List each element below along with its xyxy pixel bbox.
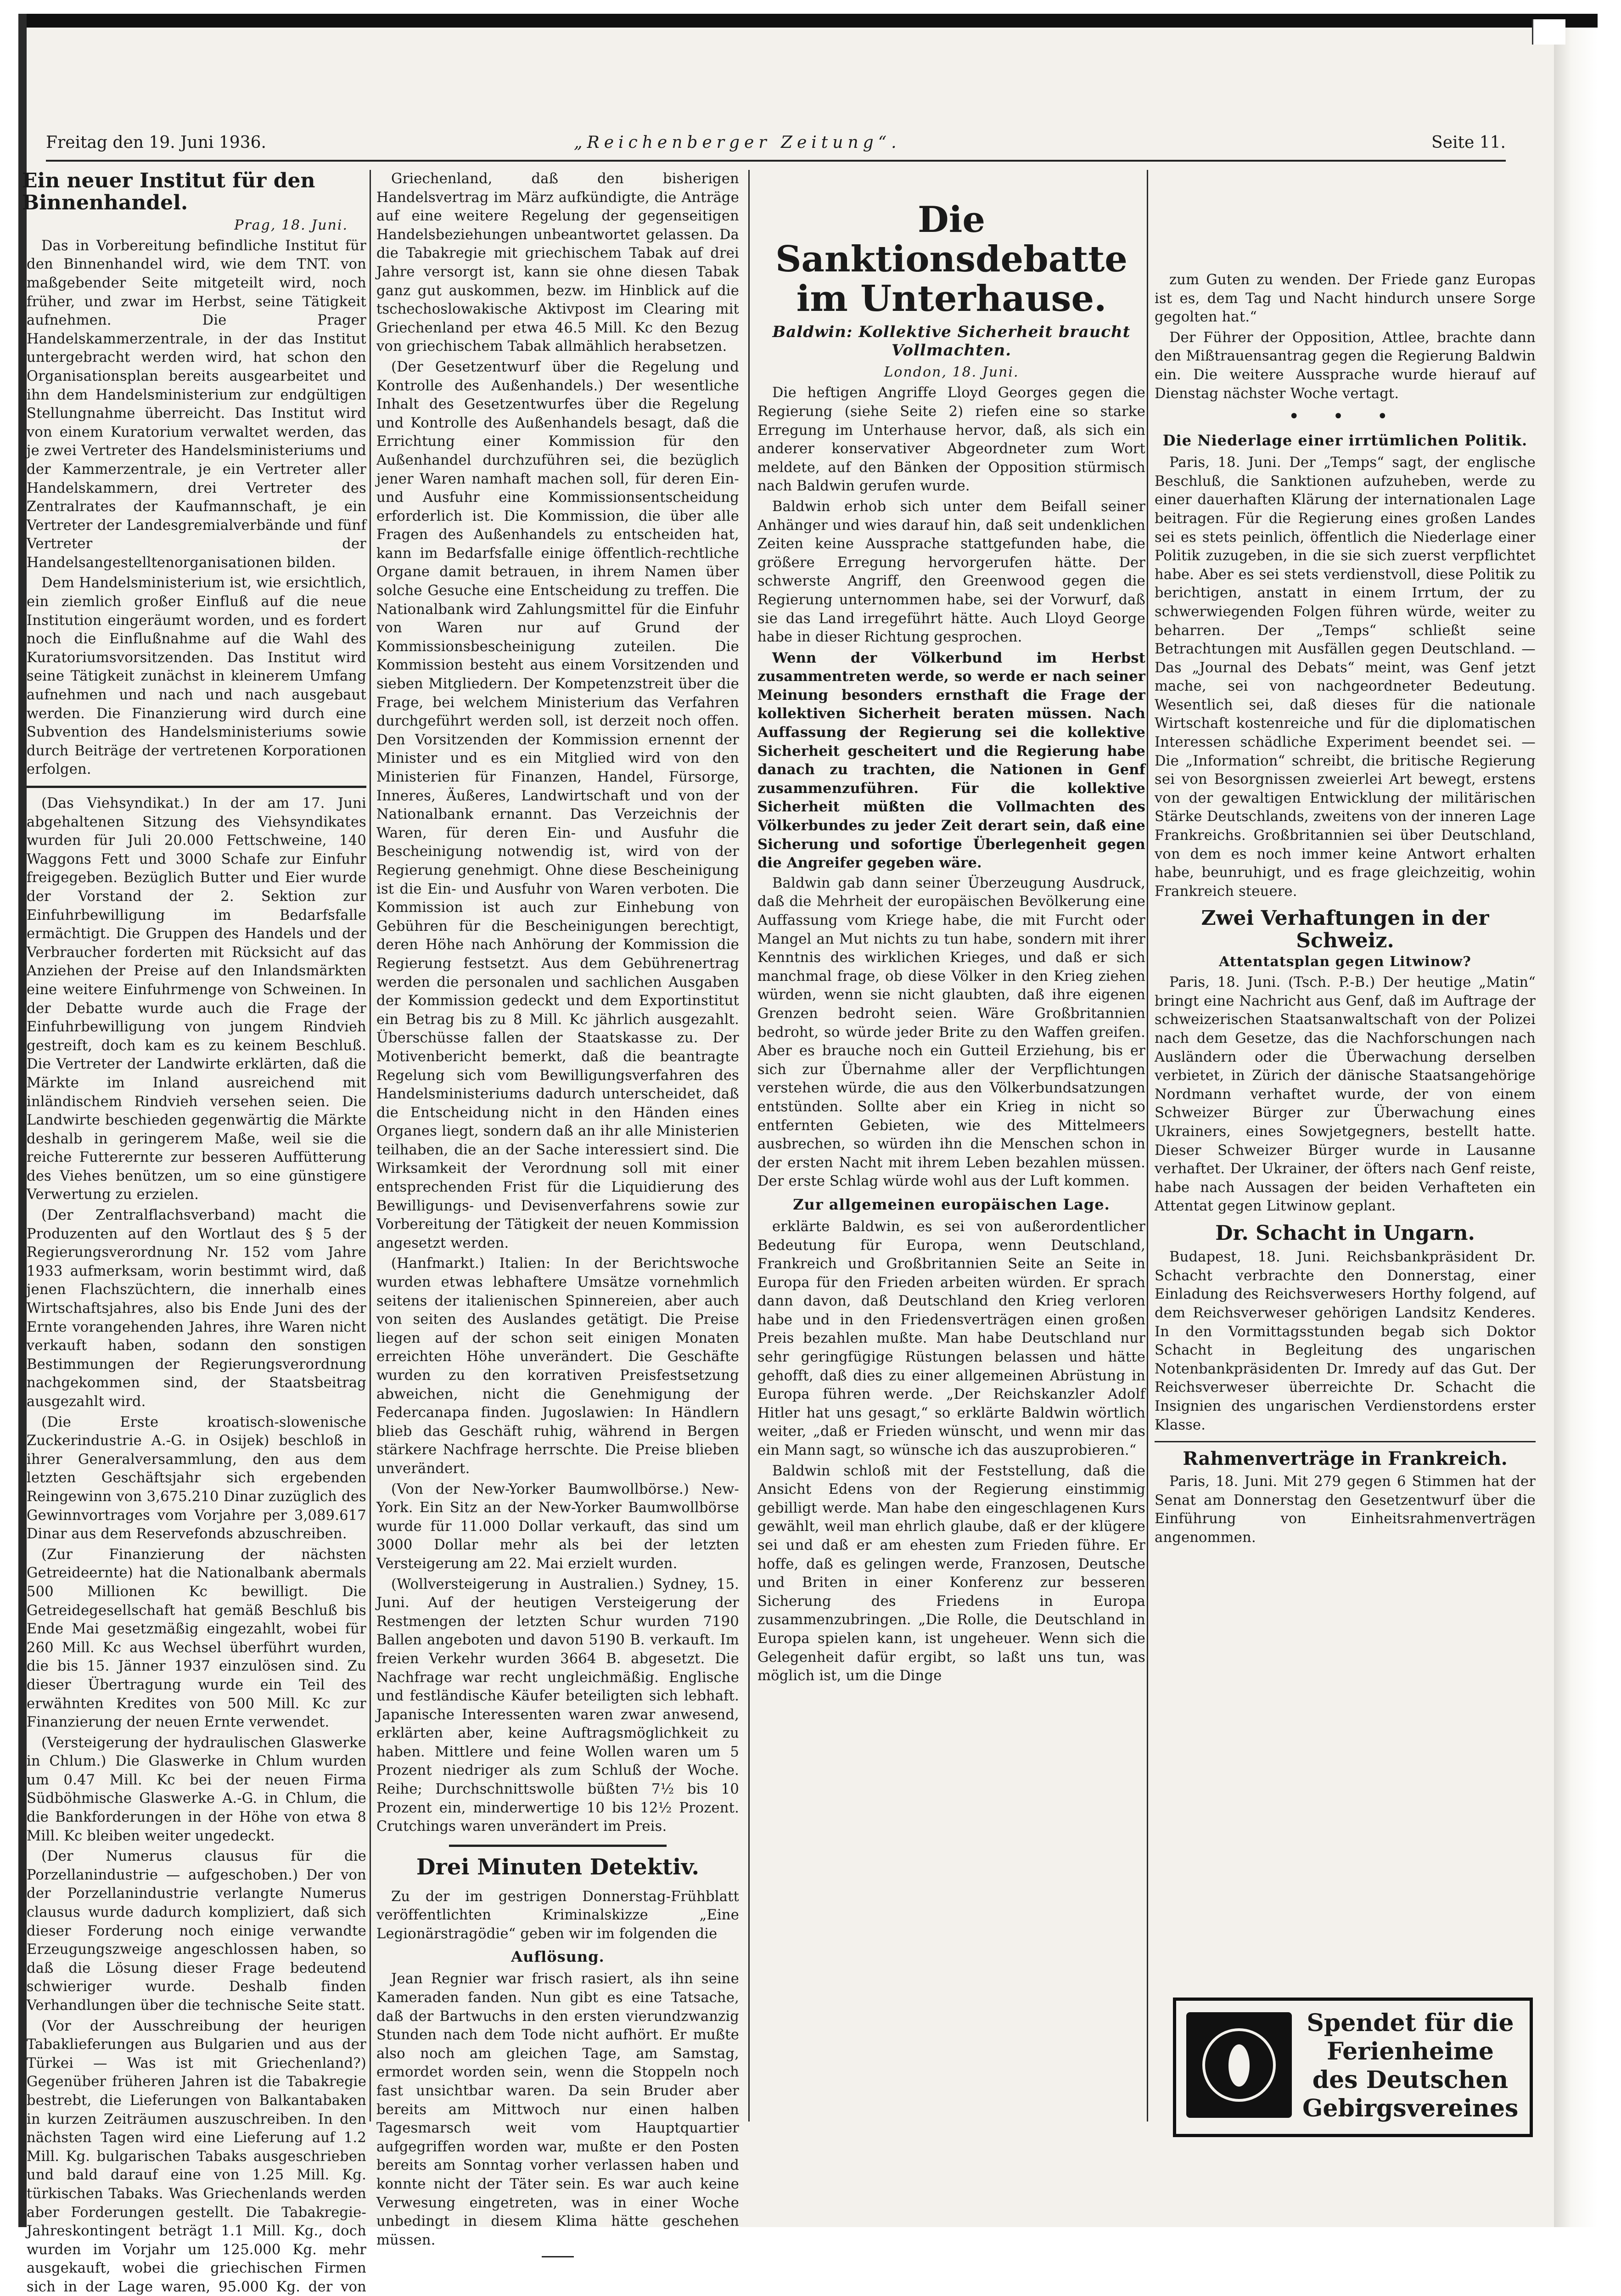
paragraph: zum Guten zu wenden. Der Friede ganz Europas ist es, dem Tag und Nacht hindurch unsere Sorge gegolten hat.“	[1155, 272, 1536, 326]
paragraph: erklärte Baldwin, es sei von außerordentlicher Bedeutung für Europa, wenn Deutschland, Frankreich und Großbritannien Seite an Seite in Europa für den Frieden arbeiten würden. Er sprach dann davon, daß Deutschland den Krieg verloren habe und in den Friedensverträgen einen großen Preis bezahlen mußte. Man habe Deutschland nur sehr geringfügige Rüstungen belassen und hätte gehofft, daß dies zu einer allgemeinen Abrüstung in Europa führen werde. „Der Reichskanzler Adolf Hitler hat uns gesagt,“ so erklärte Baldwin wörtlich weiter, „daß er Frieden wünscht, und wenn mir das ein Mann sagt, so wünsche ich das auszuprobieren.“	[757, 1218, 1145, 1459]
column-rule	[370, 170, 371, 2122]
paragraph: Griechenland, daß den bisherigen Handelsvertrag im März aufkündigte, die Anträge auf eine weitere Regelung der gegenseitigen Handelsbeziehungen unbeantwortet gelassen. Da die Tabakregie mit griechischem Tabak auf drei Jahre versorgt ist, kann sie ohne diesen Tabak ganz gut auskommen, bezw. im Hinblick auf die tschechoslowakische Aktivpost im Clearing mit Griechenland per etwa 46.5 Mill. Kc den Bezug von griechischem Tabak allmählich herabsetzen.	[376, 171, 739, 355]
paragraph: (Hanfmarkt.) Italien: In der Berichtswoche wurden etwas lebhaftere Umsätze vornehmlich seitens der italienischen Spinnereien, aber auch von seiten des Auslandes getätigt. Die Preise liegen auf der schon seit einigen Monaten erreichten Höhe unverändert. Die Geschäfte wurden zu den korrativen Preisfestsetzung abweichen, nicht die Genehmigung der Federcanapa finden. Jugoslawien: In Händlern blieb das Geschäft ruhig, während in Bergen stärkere Nachfrage herrschte. Die Preise blieben unverändert.	[376, 1255, 739, 1477]
paragraph: Zu der im gestrigen Donnerstag-Frühblatt veröffentlichten Kriminalskizze „Eine Legionärstragödie“ geben wir im folgenden die	[376, 1888, 739, 1942]
ad-line: Spendet für die	[1307, 2009, 1514, 2037]
advertisement-box	[1173, 1998, 1533, 2137]
paragraph: (Zur Finanzierung der nächsten Getreideernte) hat die Nationalbank abermals 500 Millionen Kc bewilligt. Die Getreidegesellschaft hat gemäß Beschluß bis Ende Mai gesetzmäßig eingezahlt, wobei für 260 Mill. Kc aus Wechsel überführt wurden, die bis 15. Jänner 1937 einzulösen sind. Zu dieser Übertragung wurde ein Teil des erwähnten Kredites von 500 Mill. Kc zur Finanzierung der neuen Ernte verwendet.	[27, 1546, 366, 1731]
ad-line: des Deutschen	[1312, 2066, 1509, 2094]
paragraph: Baldwin schloß mit der Feststellung, daß die Ansicht Edens von der Regierung einstimmig gebilligt werde. Man habe den eingeschlagenen Kurs gewählt, weil man ehrlich glaube, daß er der klügere sei und daß er am ehesten zum Frieden führe. Er hoffe, daß es gelingen werde, Franzosen, Deutsche und Briten in einer Konferenz zur besseren Sicherung des Friedens in Europa zusammenzubringen. „Die Rolle, die Deutschland in Europa spielen kann, ist ungeheuer. Wenn sich die Gelegenheit dafür ergibt, so laßt uns tun, was möglich ist, um die Dinge	[757, 1463, 1145, 1684]
dateline: London, 18. Juni.	[884, 364, 1019, 381]
ad-line: Gebirgsvereines	[1302, 2094, 1519, 2122]
separator-dots: • • •	[1288, 406, 1402, 428]
scan-left-border	[18, 14, 27, 2227]
article-title: Drei Minuten Detektiv.	[416, 1854, 700, 1880]
paragraph: Paris, 18. Juni. Mit 279 gegen 6 Stimmen hat der Senat am Donnerstag den Gesetzentwurf über die Einführung von Einheitsrahmenverträgen angenommen.	[1155, 1474, 1536, 1546]
paragraph: (Der Gesetzentwurf über die Regelung und Kontrolle des Außenhandels.) Der wesentliche Inhalt des Gesetzentwurfes über die Regelung und Kontrolle des Außenhandels besagt, daß die Errichtung einer Kommission für den Außenhandel durchzuführen sei, die bezüglich jener Waren namhaft machen soll, für deren Ein- und Ausfuhr eine Kommissionsentscheidung erforderlich ist. Die Kommission, die über alle Fragen des Außenhandels zu entscheiden hat, kann im Bedarfsfalle einige öffentlich-rechtliche Organe damit betrauen, in ihrem Namen über solche Gesuche eine Entscheidung zu treffen. Die Nationalbank wird Zahlungsmittel für die Einfuhr von Waren nur auf Grund der Kommissionsbescheinigung zuteilen. Die Kommission besteht aus einem Vorsitzenden und sieben Mitgliedern. Der Kompetenzstreit über die Frage, bei welchem Ministerium das Verfahren durchgeführt werden soll, ist derzeit noch offen. Den Vorsitzenden der Kommission ernennt der Minister und es ein Mitglied wird von den Ministerien für Finanzen, Handel, Fürsorge, Inneres, Äußeres, Landwirtschaft und von der Nationalbank ernannt. Das Verzeichnis der Waren, für deren Ein- und Ausfuhr die Bescheinigung notwendig ist, wird von der Regierung genehmigt. Ohne diese Bescheinigung ist die Ein- und Ausfuhr von Waren verboten. Die Kommission ist auch zur Einhebung von Gebühren für die Bescheinigungen berechtigt, deren Höhe nach Anhörung der Kommission die Regierung festsetzt. Aus dem Gebührenertrag werden die personalen und sachlichen Ausgaben der Kommission gedeckt und dem Exportinstitut ein Betrag bis zu 8 Mill. Kc jährlich ausgezahlt. Überschüsse fallen der Staatskasse zu. Der Motivenbericht bemerkt, daß die beantragte Regelung sich vom Bewilligungsverfahren des Handelsministeriums dadurch unterscheidet, daß die Entscheidung nicht in den Händen eines Organes liegt, sondern daß an ihr alle Ministerien teilhaben, die an der Sache interessiert sind. Die Wirksamkeit der Verordnung soll mit einer entsprechenden Frist für die Liquidierung des Bewilligungs- und Devisenverfahrens sowie zur Vorbereitung der Tätigkeit der neuen Kommission angesetzt werden.	[376, 359, 739, 1251]
advertisement-text	[1302, 2009, 1518, 2123]
subheading: Auflösung.	[511, 1948, 605, 1966]
dateline: Prag, 18. Juni.	[234, 217, 348, 233]
paragraph: Wenn der Völkerbund im Herbst zusammentreten werde, so werde er nach seiner Meinung besonders ernsthaft die Frage der kollektiven Sicherheit beraten müssen. Nach Auffassung der Regierung sei die kollektive Sicherheit gescheitert und die Regierung habe danach zu trachten, die Nationen in Genf zusammenzuführen. Für die kollektive Sicherheit müßten die Vollmachten des Völkerbundes zu jeder Zeit derart sein, daß eine Sicherung und sofortige Überlegenheit gegen die Angreifer gegeben wäre.	[757, 649, 1145, 872]
main-headline: Die Sanktionsdebatte im Unterhause.	[775, 199, 1127, 320]
paragraph: Budapest, 18. Juni. Reichsbankpräsident Dr. Schacht verbrachte den Donnerstag, einer Einladung des Reichsverwesers Horthy folgend, auf dem Reichsverweser gehörigen Landsitz Kenderes. In den Vormittagsstunden begab sich Doktor Schacht in Begleitung des ungarischen Notenbankpräsidenten Dr. Imredy auf das Gut. Der Reichsverweser überreichte Dr. Schacht die Insignien des ungarischen Verdienstordens erster Klasse.	[1155, 1249, 1536, 1433]
column-rule	[748, 170, 750, 2122]
paragraph: Dem Handelsministerium ist, wie ersichtlich, ein ziemlich großer Einfluß auf die neue Institution eingeräumt worden, und es fordert noch die Einflußnahme auf die Wahl des Kuratoriumsvorsitzenden. Das Institut wird seine Tätigkeit zunächst in kleinerem Umfang aufnehmen und nach und nach ausgebaut werden. Die Finanzierung wird durch eine Subvention des Handelsministeriums sowie durch Beiträge der vertretenen Korporationen erfolgen.	[27, 575, 366, 778]
page-fold-shadow	[1554, 14, 1598, 2227]
paragraph: Baldwin gab dann seiner Überzeugung Ausdruck, daß die Mehrheit der europäischen Bevölkerung eine Auffassung vom Kriege habe, die mit Furcht oder Mangel an Mut nichts zu tun habe, sondern mit ihrer Kenntnis des wirklichen Krieges, und daß er sich manchmal frage, ob diese Völker in den Krieg ziehen würden, wenn sie nicht glaubten, daß ihre eigenen Grenzen bedroht seien. Wäre Großbritannien bedroht, so würde jeder Brite zu den Waffen greifen. Aber es brauche noch ein Gutteil Erziehung, bis er sich zur Übernahme aller der Verpflichtungen verstehen würde, die aus den Völkerbundsatzungen entstünden. Sollte aber ein Krieg in nicht so entfernten Gebieten, wie des Mittelmeers ausbrechen, so würden ihn die Menschen schon in der ersten Nacht mit ihrem Leben bezahlen müssen. Der erste Schlag würde wohl aus der Luft kommen.	[757, 875, 1145, 1190]
page-number: Seite 11.	[1431, 133, 1506, 152]
article-title: Ein neuer Institut für den Binnenhandel.	[22, 169, 315, 215]
ad-line: Ferienheime	[1327, 2037, 1494, 2065]
paragraph: (Der Numerus clausus für die Porzellanindustrie — aufgeschoben.) Der von der Porzellanindustrie verlangte Numerus clausus wurde dadurch kompliziert, daß sich dieser Forderung noch einige verwandte Erzeugungszweige angeschlossen haben, so daß die Lösung dieser Frage bedeutend schwieriger wurde. Deshalb finden Verhandlungen über die technische Seite statt.	[27, 1848, 366, 2014]
paragraph: Baldwin erhob sich unter dem Beifall seiner Anhänger und wies darauf hin, daß seit undenklichen Zeiten keine Aussprache stattgefunden habe, die größere Erregung hervorgerufen hätte. Der schwerste Angriff, den Greenwood gegen die Regierung unternommen habe, sei der Vorwurf, daß sie das Land irregeführt hätte. Auch Lloyd George habe in dieser Richtung gesprochen.	[757, 498, 1145, 646]
subheading: Attentatsplan gegen Litwinow?	[1219, 954, 1471, 970]
paragraph: Paris, 18. Juni. (Tsch. P.-B.) Der heutige „Matin“ bringt eine Nachricht aus Genf, daß im Auftrage der schweizerischen Staatsanwaltschaft von der Polizei nach dem Gesetze, das die Nachforschungen nach Ausländern oder die Überwachung derselben verbietet, in Zürich der dänische Staatsangehörige Nordmann verhaftet wurde, der von einem Schweizer Bürger zur Überwachung eines Ukrainers, eines Sowjetgegners, bestellt hatte. Dieser Schweizer Bürger wurde in Lausanne verhaftet. Der Ukrainer, der öfters nach Genf reiste, habe nach Aussagen der beiden Verhafteten ein Attentat gegen Litwinow geplant.	[1155, 974, 1536, 1215]
paragraph: (Die Erste kroatisch-slowenische Zuckerindustrie A.-G. in Osijek) beschloß in ihrer Generalversammlung, den aus dem letzten Geschäftsjahr sich ergebenden Reingewinn von 3,675.210 Dinar zuzüglich des Gewinnvortrages vom Vorjahre per 3,089.617 Dinar aus dem Reservefonds abzuschreiben.	[27, 1414, 366, 1542]
article-title: Zwei Verhaftungen in der Schweiz.	[1201, 906, 1489, 952]
subheading: Die Niederlage einer irrtümlichen Politik.	[1162, 432, 1528, 450]
column-3	[757, 197, 1145, 2135]
article-title: Dr. Schacht in Ungarn.	[1215, 1221, 1475, 1245]
paragraph: (Von der New-Yorker Baumwollbörse.) New-York. Ein Sitz an der New-Yorker Baumwollbörse wurde für 11.000 Dollar verkauft, das sind um 3000 Dollar mehr als bei der letzten Versteigerung am 22. Mai erzielt wurden.	[376, 1481, 739, 1572]
newspaper-page	[18, 14, 1598, 2295]
paragraph: (Wollversteigerung in Australien.) Sydney, 15. Juni. Auf der heutigen Versteigerung der Restmengen der letzten Schur wurden 7190 Ballen angeboten und davon 5190 B. verkauft. Im freien Verkehr wurden 3664 B. abgesetzt. Die Nachfrage war recht ungleichmäßig. Englische und festländische Käufer beteiligten sich lebhaft. Japanische Interessenten waren zwar anwesend, erklärten aber, keine Auftragsmöglichkeit zu haben. Mittlere und feine Wollen waren um 5 Prozent niedriger als zum Schluß der Woche. Reihe; Durchschnittswolle büßten 7½ bis 10 Prozent ein, minderwertige 10 bis 12½ Prozent. Crutchings waren unverändert im Preis.	[376, 1576, 739, 1835]
scan-top-border	[18, 14, 1598, 28]
column-1	[22, 169, 366, 2295]
scan-corner-tab	[1532, 19, 1565, 45]
paragraph: (Vor der Ausschreibung der heurigen Tabaklieferungen aus Bulgarien und aus der Türkei — Was ist mit Griechenland?) Gegenüber früheren Jahren ist die Tabakregie bestrebt, die Lieferungen von Balkantabaken in kurzen Zeiträumen auszuschreiben. In den nächsten Tagen wird eine Lieferung auf 1.2 Mill. Kg. bulgarischen Tabaks ausgeschrieben und bald darauf eine von 1.25 Mill. Kg. türkischen Tabaks. Was Griechenlands werden aber Forderungen gestellt. Die Tabakregie-Jahreskontingent beträgt 1.1 Mill. Kg., doch wurden im Vorjahr um 125.000 Kg. mehr ausgekauft, wobei die griechischen Firmen sich in der Lage waren, 95.000 Kg. der von	[27, 2018, 366, 2295]
paragraph: Jean Regnier war frisch rasiert, als ihn seine Kameraden fanden. Nun gibt es eine Tatsache, daß der Bartwuchs in den ersten vierundzwanzig Stunden nach dem Tode nicht aufhört. Er mußte also noch am gleichen Tage, am Samstag, ermordet worden sein, wenn die Stoppeln noch fast unsichtbar waren. Da sein Bruder aber bereits am Mittwoch nur einen halben Tagesmarsch weit vom Hauptquartier aufgegriffen worden war, mußte er den Posten bereits am Sonntag vorher verlassen haben und konnte nicht der Täter sein. Es war auch keine Verwesung eingetreten, was in einer Woche unbedingt in diesem Klima hätte geschehen müssen.	[376, 1971, 739, 2248]
article-title: Rahmenverträge in Frankreich.	[1183, 1448, 1508, 1470]
paragraph: (Versteigerung der hydraulischen Glaswerke in Chlum.) Die Glaswerke in Chlum wurden um 0.47 Mill. Kc bei der neuen Firma Südböhmische Glaswerke A.-G. in Chlum, die die Bankforderungen in der Höhe von etwa 8 Mill. Kc bleiben weiter ungedeckt.	[27, 1734, 366, 1844]
column-rule	[1147, 170, 1148, 2122]
paragraph: Der Führer der Opposition, Attlee, brachte dann den Mißtrauensantrag gegen die Regierung Baldwin ein. Die weitere Aussprache wurde hierauf auf Dienstag nächster Woche vertagt.	[1155, 329, 1536, 402]
edelweiss-emblem-icon	[1186, 2012, 1292, 2118]
paragraph: Das in Vorbereitung befindliche Institut für den Binnenhandel wird, wie dem TNT. von maßgebender Seite mitgeteilt wird, noch früher, und zwar im Herbst, seine Tätigkeit aufnehmen. Die Prager Handelskammerzentrale, in der das Institut untergebracht werden wird, hat schon den Organisationsplan bereits ausgearbeitet und ihn dem Handelsministerium zur endgültigen Stellungnahme überreicht. Das Institut wird von einem Kuratorium verwaltet werden, das je zwei Vertreter des Handelsministeriums und der Kammerzentrale, je ein Vertreter aller Handelskammern, drei Vertreter des Zentralrates der Kaufmannschaft, je ein Vertreter der Landesgremialverbände und fünf Vertreter der Handelsangestelltenorganisationen bilden.	[27, 237, 366, 571]
paragraph: Paris, 18. Juni. Der „Temps“ sagt, der englische Beschluß, die Sanktionen aufzuheben, werde zu einer dauerhaften Klärung der internationalen Lage beitragen. Für die Regierung eines großen Landes sei es stets peinlich, öffentlich die Niederlage einer Politik zuzugeben, in die sie sich zuerst verpflichtet habe. Aber es sei stets verdienstvoll, diese Politik zu berichtigen, anstatt in einem Irrtum, der zu schwerwiegenden Folgen führen würde, weiter zu beharren. Der „Temps“ schließt seine Betrachtungen mit Ausfällen gegen Deutschland. — Das „Journal des Debats“ meint, was Genf jetzt mache, sei von nachgeordneter Bedeutung. Wesentlich sei, daß dieses für die nationale Wirtschaft kostenreiche und für die diplomatischen Interessen schädliche Experiment beendet sei. — Die „Information“ schreibt, die britische Regierung sei von Besorgnissen zweierlei Art bewegt, erstens von der gewaltigen Entwicklung der militärischen Stärke Deutschlands, zweitens von der inneren Lage Frankreichs. Großbritannien sei über Deutschland, von dem es noch immer keine Antwort erhalten habe, beunruhigt, und es frage gleichzeitig, wohin Frankreich steuere.	[1155, 455, 1536, 900]
section-divider	[1155, 1441, 1536, 1442]
paragraph: (Das Viehsyndikat.) In der am 17. Juni abgehaltenen Sitzung des Viehsyndikates wurden für Juli 20.000 Fettschweine, 140 Waggons Fett und 3000 Schafe zur Einfuhr freigegeben. Bezüglich Butter und Eier wurde der Vorstand der 2. Sektion zur Einfuhrbewilligung im Bedarfsfalle ermächtigt. Die Gruppen des Handels und der Verbraucher forderten mit Rücksicht auf das Anziehen der Preise auf den Inlandsmärkten eine weitere Einfuhrmenge von Schweinen. In der Debatte wurde auch die Frage der Einfuhrbewilligung von jungem Rindvieh gestreift, doch kam es zu keinem Beschluß. Die Vertreter der Landwirte erklärten, daß die Märkte im Inland ausreichend mit inländischem Rindvieh versehen seien. Die Landwirte beschieden gegenwärtig die Märkte deshalb in geringerem Maße, weil sie die reiche Futterernte zur besseren Auffütterung des Viehes benützen, um so eine günstigere Verwertung zu erzielen.	[27, 795, 366, 1203]
paragraph: (Der Zentralflachsverband) macht die Produzenten auf den Wortlaut des § 5 der Regierungsverordnung Nr. 152 vom Jahre 1933 aufmerksam, worin bestimmt wird, daß jenen Flachszüchtern, die innerhalb eines Wirtschaftsjahres, also bis Ende Juni des der Ernte vorangehenden Jahres, ihre Waren nicht verkauft haben, sodann den sonstigen Bestimmungen der Regierungsverordnung nachgekommen sind, der Staatsbeitrag ausgezahlt wird.	[27, 1207, 366, 1410]
main-subheadline: Baldwin: Kollektive Sicherheit braucht Vollmachten.	[772, 323, 1131, 360]
section-divider	[27, 786, 366, 788]
column-2	[376, 170, 739, 2248]
issue-date: Freitag den 19. Juni 1936.	[46, 133, 266, 152]
subheading: Zur allgemeinen europäischen Lage.	[793, 1195, 1110, 1213]
paragraph: Die heftigen Angriffe Lloyd Georges gegen die Regierung (siehe Seite 2) riefen eine so starke Erregung im Unterhause hervor, daß, als sich ein anderer konservativer Abgeordneter zum Wort meldete, auf den Bänken der Opposition stürmisch nach Baldwin gerufen wurde.	[757, 385, 1145, 495]
column-4	[1155, 271, 1536, 2209]
newspaper-title: „Reichenberger Zeitung“.	[574, 133, 901, 152]
page-header	[46, 128, 1506, 162]
end-rule	[542, 2256, 574, 2257]
section-divider	[449, 1845, 667, 1847]
